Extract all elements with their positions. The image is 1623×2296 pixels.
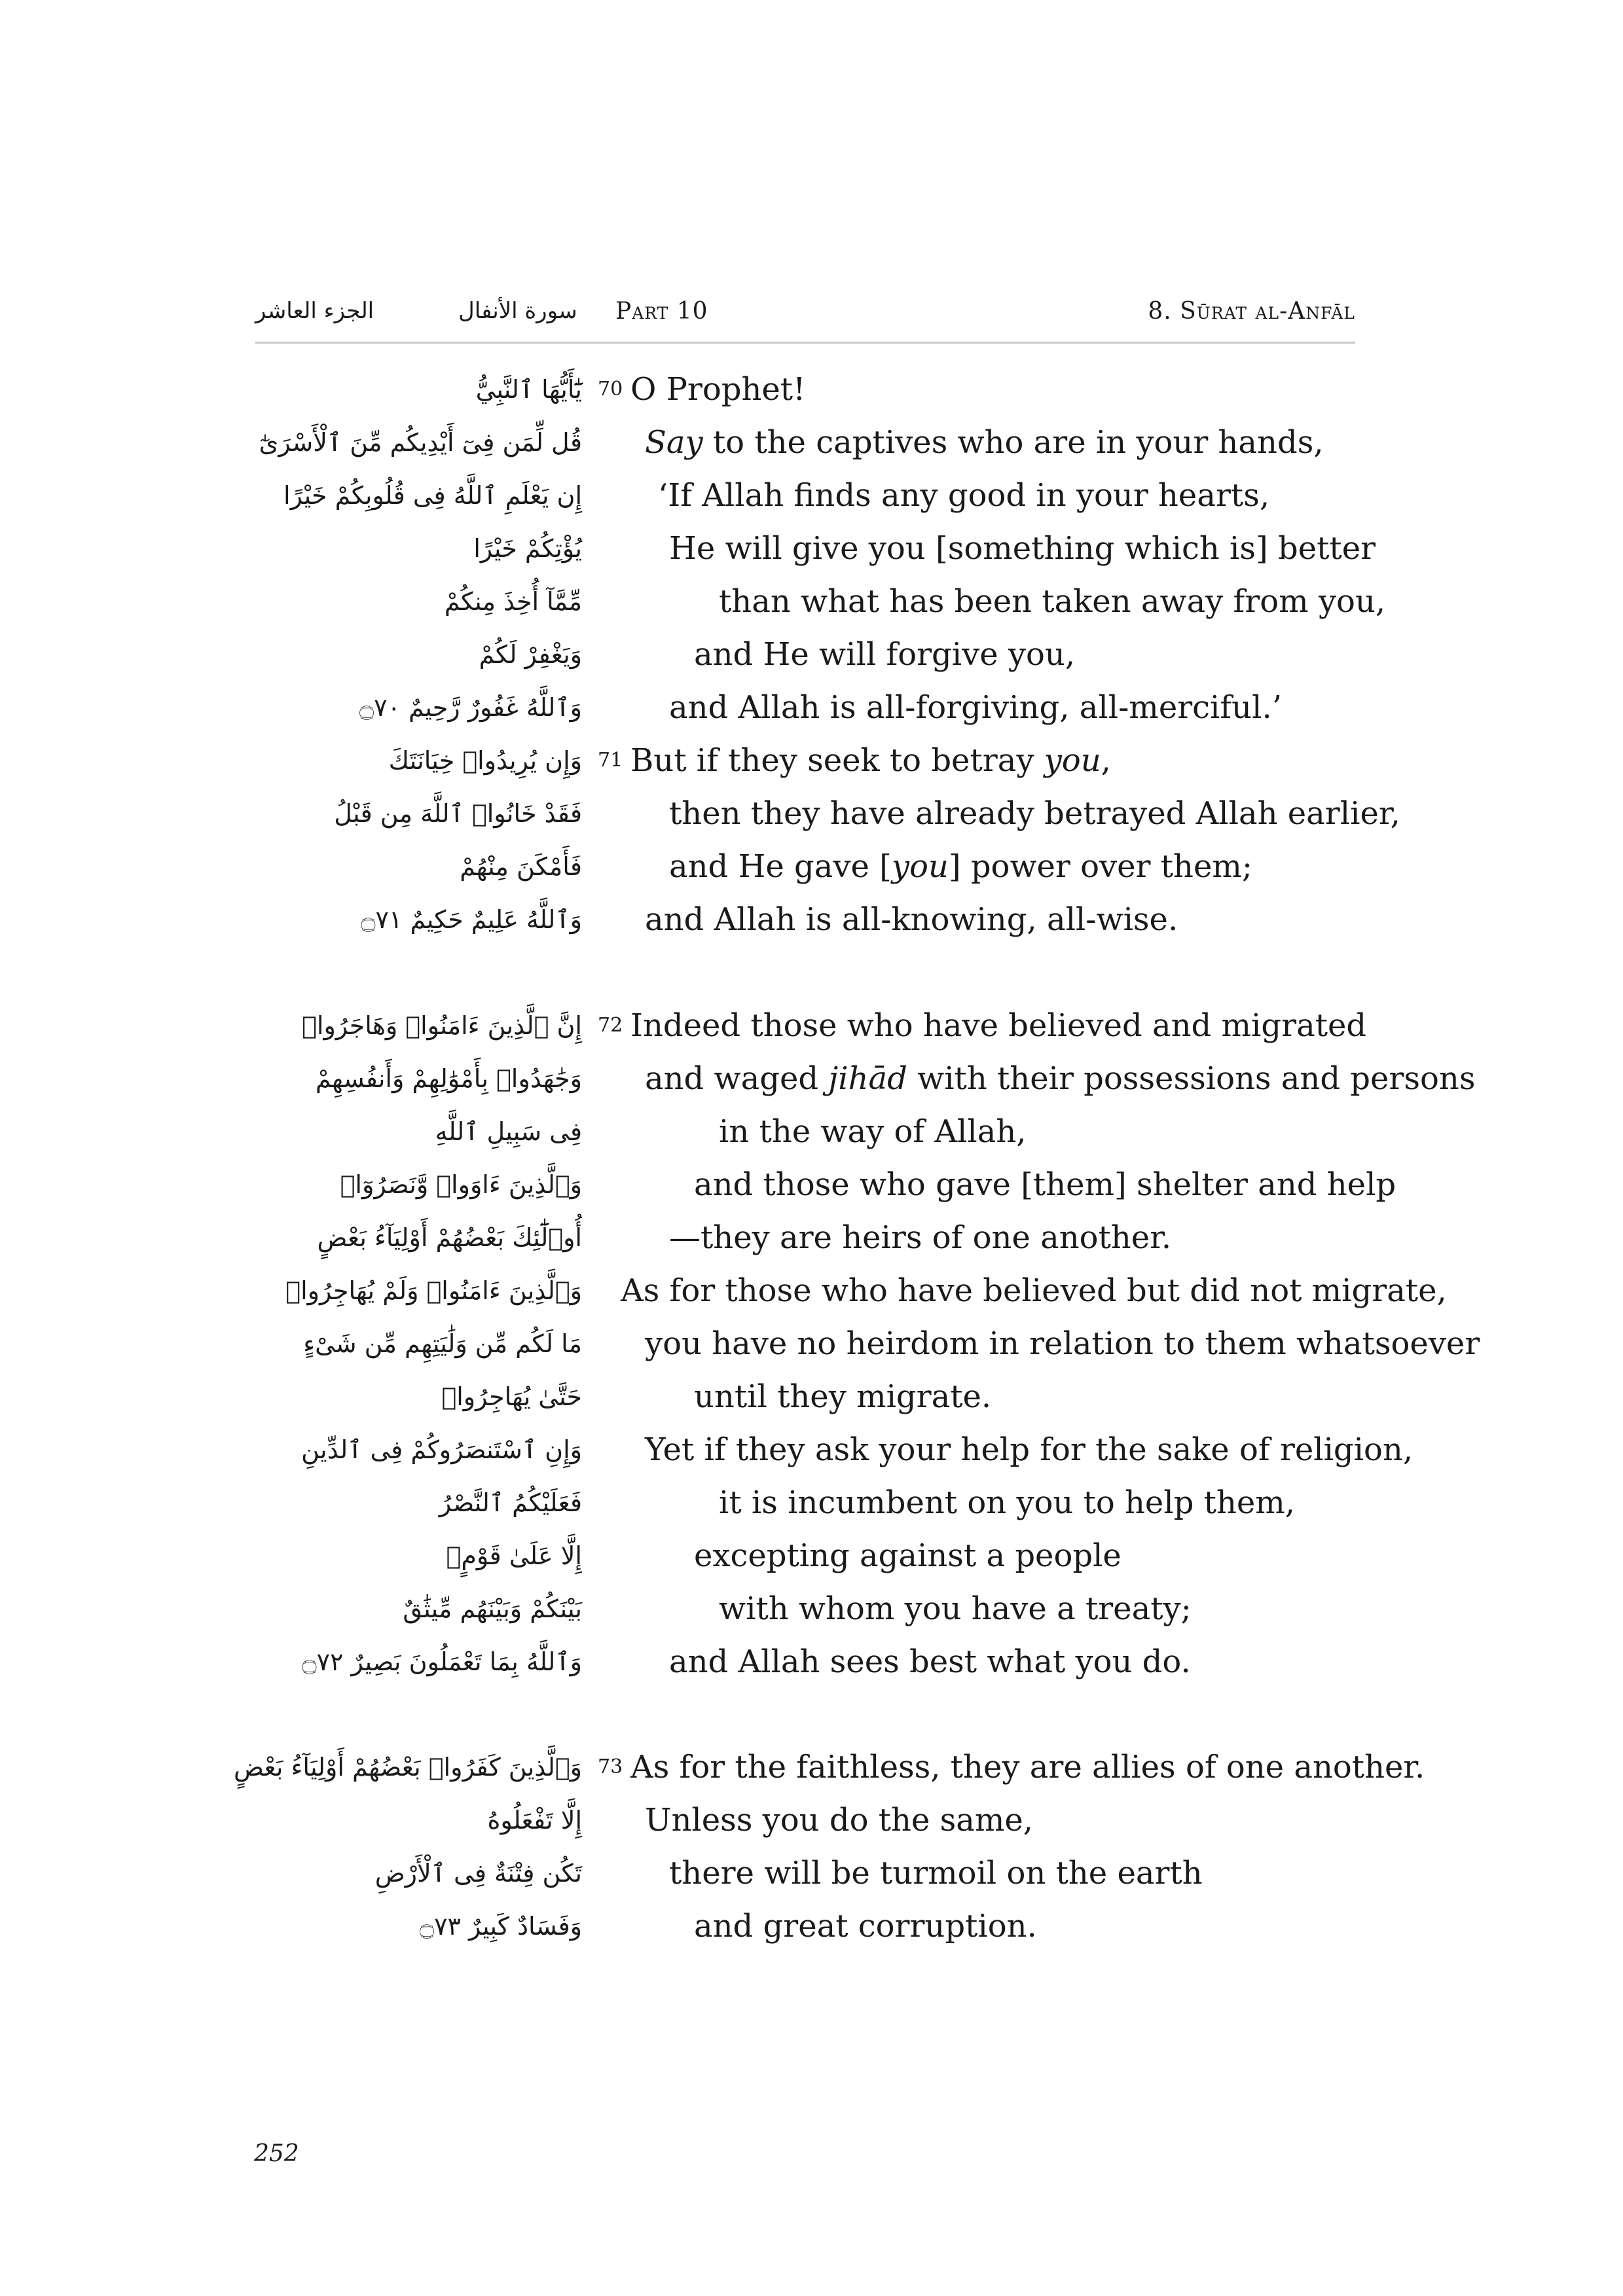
arabic-line: فَأَمْكَنَ مِنْهُمْ: [460, 852, 582, 881]
verse-number: 72: [598, 1014, 623, 1037]
arabic-line: وَٱلَّذِينَ كَفَرُوا۟ بَعْضُهُمْ أَوْلِيَآءُ بَعْضٍ: [233, 1753, 582, 1782]
arabic-line: قُل لِّمَن فِىٓ أَيْدِيكُم مِّنَ ٱلْأَسْرَىٰٓ: [259, 428, 582, 457]
italic-text: Say: [645, 424, 703, 461]
line-text: and Allah sees best what you do.: [669, 1643, 1191, 1680]
line-text: O Prophet!: [630, 371, 806, 408]
english-line: [630, 1741, 1425, 1793]
arabic-line: يُؤْتِكُمْ خَيْرًا: [473, 534, 582, 563]
english-line: [658, 469, 1269, 522]
english-line: [621, 1265, 1447, 1317]
line-text: and waged: [645, 1060, 829, 1097]
arabic-line: وَإِنِ ٱسْتَنصَرُوكُمْ فِى ٱلدِّينِ: [301, 1435, 582, 1464]
arabic-line: فِى سَبِيلِ ٱللَّهِ: [435, 1117, 582, 1146]
english-line: [719, 1105, 1027, 1158]
line-text: excepting against a people: [694, 1537, 1122, 1574]
line-text: it is incumbent on you to help them,: [719, 1484, 1296, 1521]
verse-number: 73: [598, 1755, 623, 1778]
page-number: 252: [254, 2140, 299, 2167]
english-line: [694, 1900, 1037, 1952]
english-line: [719, 575, 1385, 628]
italic-text: you: [1044, 742, 1101, 779]
english-line: [645, 1794, 1033, 1846]
arabic-line: وَٱللَّهُ عَلِيمٌ حَكِيمٌ ۝٧١: [361, 905, 582, 934]
line-text: and Allah is all-knowing, all-wise.: [645, 901, 1178, 938]
english-line: [669, 681, 1282, 734]
line-text: there will be turmoil on the earth: [669, 1855, 1203, 1892]
english-line: [669, 1636, 1191, 1688]
line-text: Unless you do the same,: [645, 1802, 1034, 1839]
arabic-line: أُو۟لَٰٓئِكَ بَعْضُهُمْ أَوْلِيَآءُ بَعْضٍ: [317, 1223, 582, 1252]
line-text: until they migrate.: [694, 1378, 992, 1415]
arabic-line: بَيْنَكُمْ وَبَيْنَهُم مِّيثَٰقٌ: [403, 1594, 582, 1623]
header-arabic-surah: سورة الأنفال: [458, 298, 577, 324]
english-line: [630, 734, 1111, 787]
english-line: [719, 1583, 1192, 1635]
running-header: [255, 291, 1355, 337]
line-text: then they have already betrayed Allah earlier,: [669, 795, 1400, 832]
english-line: [694, 1371, 991, 1423]
line-text: But if they seek to betray: [630, 742, 1044, 779]
line-text: and He gave [: [669, 848, 892, 885]
line-text: with their possessions and persons: [907, 1060, 1476, 1097]
header-rule: [255, 342, 1355, 344]
header-arabic-part: الجزء العاشر: [255, 298, 374, 324]
english-line: [669, 522, 1376, 575]
english-line: [645, 1052, 1475, 1105]
english-line: [630, 363, 805, 416]
arabic-line: فَعَلَيْكُمُ ٱلنَّصْرُ: [439, 1488, 582, 1517]
verse-number: 71: [598, 749, 623, 772]
line-text: and those who gave [them] shelter and help: [694, 1166, 1396, 1203]
arabic-line: إِن يَعْلَمِ ٱللَّهُ فِى قُلُوبِكُمْ خَيْرًا: [283, 481, 582, 510]
arabic-line: وَإِن يُرِيدُوا۟ خِيَانَتَكَ: [388, 746, 582, 775]
italic-text: you: [891, 848, 949, 885]
english-line: [645, 1318, 1480, 1370]
arabic-line: وَٱللَّهُ بِمَا تَعْمَلُونَ بَصِيرٌ ۝٧٢: [302, 1647, 582, 1676]
line-text: and great corruption.: [694, 1908, 1037, 1945]
english-line: [694, 1530, 1122, 1582]
italic-text: jihād: [828, 1060, 907, 1097]
line-text: and He will forgive you,: [694, 636, 1076, 673]
line-text: with whom you have a treaty;: [719, 1590, 1192, 1627]
arabic-line: وَيَغْفِرْ لَكُمْ: [479, 640, 582, 669]
arabic-line: وَٱللَّهُ غَفُورٌ رَّحِيمٌ ۝٧٠: [359, 693, 582, 722]
line-text: Indeed those who have believed and migrated: [630, 1007, 1367, 1044]
english-line: [645, 893, 1178, 946]
arabic-line: فَقَدْ خَانُوا۟ ٱللَّهَ مِن قَبْلُ: [334, 799, 582, 828]
english-line: [645, 1424, 1413, 1476]
arabic-line: وَجَٰهَدُوا۟ بِأَمْوَٰلِهِمْ وَأَنفُسِهِمْ: [315, 1064, 582, 1093]
arabic-line: مَا لَكُم مِّن وَلَٰيَتِهِم مِّن شَىْءٍ: [303, 1329, 582, 1358]
english-line: [669, 840, 1252, 893]
english-line: [669, 787, 1400, 840]
line-text: He will give you [something which is] better: [669, 530, 1376, 567]
english-line: [645, 416, 1324, 469]
line-text: As for the faithless, they are allies of one another.: [630, 1749, 1425, 1785]
arabic-line: إِلَّا عَلَىٰ قَوْمٍۭ: [446, 1541, 582, 1570]
english-line: [694, 628, 1075, 681]
line-text: and Allah is all-forgiving, all-merciful.’: [669, 689, 1282, 726]
line-text: ] power over them;: [948, 848, 1253, 885]
line-text: you have no heirdom in relation to them whatsoever: [645, 1325, 1480, 1362]
line-text: to the captives who are in your hands,: [702, 424, 1324, 461]
english-line: [630, 999, 1366, 1052]
arabic-line: حَتَّىٰ يُهَاجِرُوا۟: [441, 1382, 582, 1411]
header-part: Part 10: [615, 298, 708, 325]
arabic-line: تَكُن فِتْنَةٌ فِى ٱلْأَرْضِ: [374, 1859, 582, 1888]
line-text: Yet if they ask your help for the sake of religion,: [645, 1431, 1413, 1468]
line-text: in the way of Allah,: [719, 1113, 1027, 1150]
arabic-line: وَٱلَّذِينَ ءَامَنُوا۟ وَلَمْ يُهَاجِرُوا۟: [285, 1276, 582, 1305]
line-text: ,: [1101, 742, 1111, 779]
verse-number: 70: [598, 378, 623, 401]
line-text: ‘If Allah finds any good in your hearts,: [658, 477, 1270, 514]
english-line: [669, 1847, 1203, 1899]
arabic-line: إِنَّ ٱلَّذِينَ ءَامَنُوا۟ وَهَاجَرُوا۟: [302, 1011, 582, 1040]
arabic-line: إِلَّا تَفْعَلُوهُ: [487, 1806, 582, 1835]
arabic-line: وَٱلَّذِينَ ءَاوَوا۟ وَّنَصَرُوٓا۟: [340, 1170, 582, 1199]
line-text: As for those who have believed but did not migrate,: [621, 1272, 1447, 1309]
english-line: [719, 1477, 1295, 1529]
line-text: than what has been taken away from you,: [719, 583, 1386, 620]
arabic-line: مِّمَّآ أُخِذَ مِنكُمْ: [444, 587, 582, 616]
english-line: [694, 1158, 1396, 1211]
header-surah: 8. Sūrat al-Anfāl: [1148, 298, 1355, 325]
line-text: —they are heirs of one another.: [669, 1219, 1172, 1256]
arabic-line: وَفَسَادٌ كَبِيرٌ ۝٧٣: [419, 1912, 582, 1941]
english-line: [669, 1211, 1171, 1264]
arabic-line: يَٰٓأَيُّهَا ٱلنَّبِيُّ: [475, 375, 582, 404]
